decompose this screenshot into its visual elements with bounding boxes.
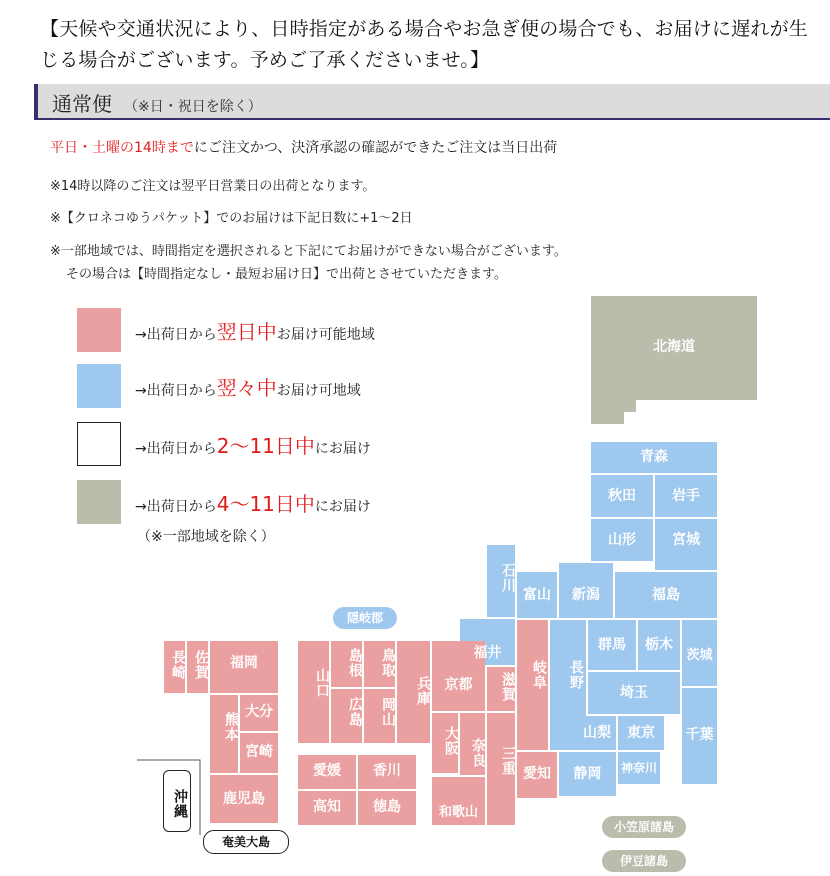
legend-suffix: お届け可地域 [276, 382, 361, 399]
label-mie: 三重 [500, 746, 516, 776]
legend-highlight: 翌々中 [216, 375, 277, 400]
label-amami: 奄美大島 [203, 830, 289, 854]
label-saitama: 埼玉 [620, 685, 648, 701]
delivery-delay-notice: 【天候や交通状況により、日時指定がある場合やお急ぎ便の場合でも、お届けに遅れが生じる場合がございます。予めご了承くださいませ。】 [40, 18, 809, 71]
label-hiroshima: 広島 [347, 697, 363, 727]
label-toyama: 富山 [523, 587, 551, 603]
label-niigata: 新潟 [572, 587, 600, 603]
legend-prefix: →出荷日から [135, 498, 217, 515]
legend-highlight: 2～11日中 [216, 433, 315, 458]
label-ehime: 愛媛 [313, 763, 341, 779]
after-14-note: ※14時以降のご注文は翌平日営業日の出荷となります。 [50, 179, 376, 194]
label-shimane: 島根 [347, 648, 363, 678]
label-oita: 大分 [245, 704, 273, 720]
label-gifu: 岐阜 [531, 660, 547, 690]
pill-izu: 伊豆諸島 [602, 850, 686, 872]
label-nara: 奈良 [470, 738, 486, 768]
section-subtitle: （※日・祝日を除く） [124, 99, 262, 115]
label-hokkaido: 北海道 [653, 339, 695, 355]
label-tottori: 鳥取 [380, 648, 396, 678]
label-yamaguchi: 山口 [314, 668, 330, 698]
section-title-text: 通常便 [52, 92, 112, 116]
region-hokkaido [591, 296, 757, 424]
legend-suffix: にお届け [314, 498, 371, 515]
label-yamanashi: 山梨 [583, 725, 611, 741]
label-aomori: 青森 [640, 449, 668, 465]
label-fukui: 福井 [473, 645, 502, 661]
legend-prefix: →出荷日から [135, 440, 217, 457]
label-osaka: 大阪 [443, 726, 459, 756]
label-iwate: 岩手 [672, 488, 700, 504]
label-saga: 佐賀 [193, 650, 209, 680]
time-spec-note: ※一部地域では、時間指定を選択されると下記にてお届けができない場合がございます。 [50, 244, 567, 259]
label-tokyo: 東京 [627, 725, 655, 741]
label-yamagata: 山形 [608, 532, 636, 548]
time-spec-note-2: その場合は【時間指定なし・最短お届け日】で出荷とさせていただきます。 [66, 267, 507, 282]
label-tokushima: 徳島 [373, 799, 401, 815]
label-ishikawa: 石川 [500, 563, 516, 593]
legend-note: （※一部地域を除く） [137, 529, 275, 545]
legend-highlight: 翌日中 [216, 319, 277, 344]
same-day-condition: にご注文かつ、決済承認の確認ができたご注文は当日出荷 [193, 140, 558, 156]
label-kumamoto: 熊本 [223, 712, 239, 742]
label-kyoto: 京都 [444, 677, 473, 693]
label-fukuoka: 福岡 [230, 655, 258, 671]
label-okinawa: 沖縄 [163, 770, 191, 832]
same-day-cutoff: 平日・土曜の14時まで [50, 140, 194, 156]
yu-packet-note: ※【クロネコゆうパケット】でのお届けは下記日数に+1～2日 [50, 211, 413, 226]
label-ibaraki: 茨城 [686, 648, 713, 663]
label-miyazaki: 宮崎 [245, 744, 273, 760]
label-kagawa: 香川 [373, 763, 401, 779]
label-hyogo: 兵庫 [415, 676, 431, 706]
pill-oki: 隠岐郡 [333, 607, 397, 629]
label-nagano: 長野 [568, 660, 584, 690]
legend-prefix: →出荷日から [135, 382, 217, 399]
label-shizuoka: 静岡 [573, 766, 602, 782]
label-okayama: 岡山 [380, 697, 396, 727]
label-wakayama: 和歌山 [438, 805, 478, 820]
label-kanagawa: 神奈川 [620, 761, 657, 775]
label-nagasaki: 長崎 [170, 650, 186, 680]
label-gunma: 群馬 [598, 637, 626, 653]
legend-prefix: →出荷日から [135, 326, 217, 343]
label-aichi: 愛知 [523, 766, 551, 782]
legend-suffix: お届け可能地域 [276, 326, 375, 343]
label-shiga: 滋賀 [500, 672, 516, 702]
label-chiba: 千葉 [685, 727, 714, 743]
legend-suffix: にお届け [314, 440, 371, 457]
label-kochi: 高知 [313, 799, 341, 815]
pill-ogasawara: 小笠原諸島 [602, 816, 686, 838]
label-kagoshima: 鹿児島 [223, 791, 265, 807]
label-miyagi: 宮城 [672, 532, 700, 548]
label-fukushima: 福島 [652, 587, 680, 603]
label-akita: 秋田 [608, 488, 636, 504]
label-tochigi: 栃木 [645, 637, 673, 653]
legend-highlight: 4～11日中 [216, 491, 315, 516]
